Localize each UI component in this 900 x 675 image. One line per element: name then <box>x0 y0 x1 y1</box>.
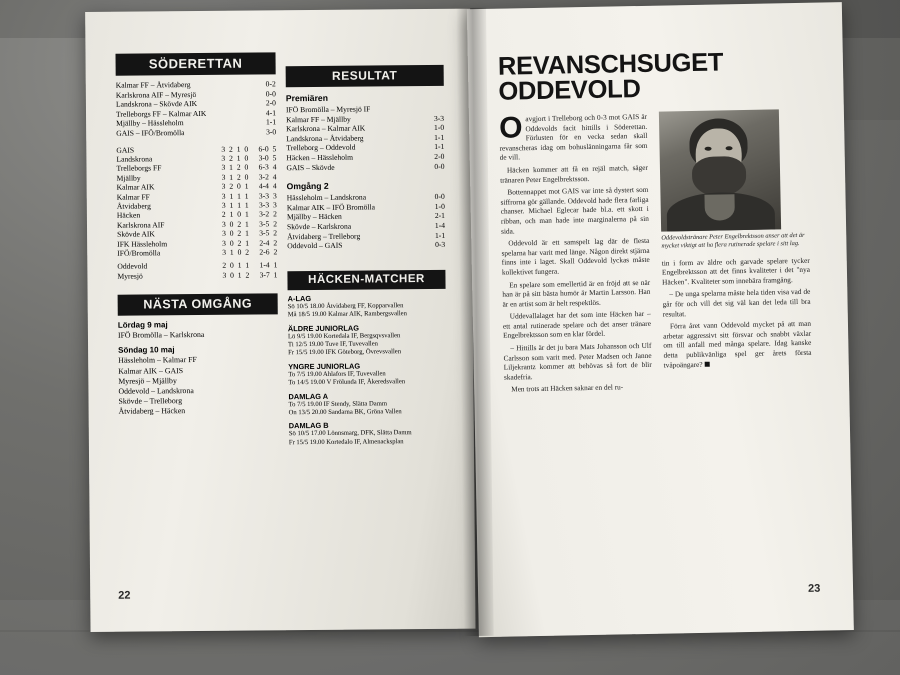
result-match: Trelleborg – Oddevold <box>286 143 356 153</box>
drawn: 1 <box>236 144 241 154</box>
team-name: Karlskrona AIF <box>116 220 165 230</box>
lost: 0 <box>244 162 249 172</box>
goals: 6-0 <box>258 143 269 154</box>
article-column-2 <box>662 255 812 369</box>
headline-line-1: REVANSCHSUGET <box>497 48 724 81</box>
result-match: Åtvidaberg – Trelleborg <box>287 231 361 241</box>
result-match: IFÖ Bromölla – Myresjö IF <box>285 104 371 115</box>
match-line: To 7/5 19.00 IF Stendy, Slätta Damm <box>288 399 387 408</box>
fixture: IFÖ Bromölla – Karlskrona <box>117 330 205 340</box>
hacken-matches-list <box>288 293 447 448</box>
drawn: 1 <box>236 153 241 163</box>
result-match: GAIS – IFÖ/Bromölla <box>116 128 185 138</box>
result-score: 1-1 <box>434 142 445 152</box>
won: 1 <box>229 200 234 210</box>
goals: 3-2 <box>259 209 270 219</box>
paragraph: tin i form av äldre och garvade spelare tycker Engelbrektsson att det finns kvaliteter i det "nya Häcken". Kvaliteter som innebära framgång. <box>661 255 811 287</box>
table-row <box>117 270 277 281</box>
drop-cap: O <box>498 111 523 145</box>
played: 3 <box>222 247 227 257</box>
paragraph: En spelare som emellertid är en fröjd att se när han är på sitt bästa humör är Martin Larsson. Han är en artist som är helt respektlös. <box>502 277 651 309</box>
photo-caption: Oddevoldstränare Peter Engelbrektsson anser att det är mycket viktigt att ha flera rutinerade spelare i sitt lag. <box>661 231 805 250</box>
match-line: Lö 9/5 19.00 Kortedala IF, Bergsqvsvallen <box>287 331 401 340</box>
photo-beard <box>692 156 747 197</box>
result-match: GAIS – Skövde <box>286 162 335 172</box>
lost: 1 <box>244 191 249 201</box>
team-name: Skövde AIK <box>117 229 155 239</box>
left-page <box>85 9 475 632</box>
team-name: Oddevold <box>117 261 148 272</box>
lost: 0 <box>244 172 249 182</box>
fixture: Åtvidaberg – Häcken <box>118 406 186 417</box>
result-row <box>116 127 276 138</box>
end-mark-icon <box>705 362 710 367</box>
won: 0 <box>229 261 234 271</box>
category-label: DAMLAG A <box>288 391 329 401</box>
played: 2 <box>221 210 226 220</box>
soderettan-header: SÖDERETTAN <box>115 52 275 75</box>
goals: 6-3 <box>258 162 269 172</box>
result-match: Skövde – Karlskrona <box>286 221 352 232</box>
match-line: Fr 15/5 19.00 Kortedalo IF, Almenacksplan <box>288 438 404 447</box>
match-line: On 13/5 20.00 Sandarna BK, Gröna Vallen <box>288 408 402 417</box>
points: 2 <box>273 209 277 219</box>
match-line: Sö 10/5 18.00 Åtvidaberg FF, Kopparvallen <box>287 301 404 310</box>
won: 2 <box>228 144 233 154</box>
result-match: Karlskrona AIF – Myresjö <box>115 89 197 100</box>
result-match: Kalmar FF – Mjällby <box>286 114 351 124</box>
fixture: Myresjö – Mjällby <box>118 376 177 386</box>
goals: 3-0 <box>258 153 269 163</box>
points: 2 <box>273 228 278 238</box>
points: 2 <box>273 247 278 257</box>
article-column-1 <box>499 112 652 398</box>
drawn: 1 <box>237 191 241 201</box>
drawn: 2 <box>237 219 242 229</box>
paragraph: – De unga spelarna måste hela tiden visa vad de går för och vill det sig väl kan det leda till bra resultat. <box>662 287 811 319</box>
points: 4 <box>272 162 277 172</box>
drawn: 1 <box>237 200 242 210</box>
match-line: Ti 12/5 19.00 Tuve IF, Tuvevallen <box>288 340 378 349</box>
result-row <box>286 161 444 172</box>
paragraph: Uddevallalaget har det som inte Häcken har – ett antal rutinerade spelare och det anser tränare Engelbrektsson som en klar fördel. <box>502 309 652 341</box>
drawn: 2 <box>236 172 241 182</box>
omgang2-results <box>287 192 445 251</box>
match-line: Sö 10/5 17.00 Lönnsmarg, DFK, Slätta Damm <box>288 429 412 438</box>
result-score: 0-0 <box>434 161 445 171</box>
lost: 0 <box>244 144 249 154</box>
result-match: Mjällby – Hässleholm <box>116 118 184 129</box>
hacken-matches-header: HÄCKEN-MATCHER <box>287 270 445 290</box>
played: 3 <box>221 172 226 182</box>
won: 0 <box>229 219 234 229</box>
goals: 3-7 <box>259 270 270 280</box>
played: 3 <box>221 200 226 210</box>
goals: 3-2 <box>258 172 269 182</box>
goals: 1-4 <box>259 260 270 270</box>
result-score: 1-1 <box>434 230 446 240</box>
drawn: 0 <box>237 210 242 220</box>
points: 2 <box>273 237 278 247</box>
won: 0 <box>229 228 234 238</box>
goals: 3-3 <box>258 190 270 201</box>
paragraph: Häcken kommer att få en rejäl match, säger tränaren Peter Engelbrektsson. <box>500 162 649 185</box>
result-score: 1-1 <box>434 132 445 142</box>
headline-line-2: ODDEVOLD <box>498 74 641 106</box>
result-score <box>438 104 444 114</box>
lost: 1 <box>244 200 249 210</box>
result-match: Hässleholm – Landskrona <box>286 192 367 203</box>
match-line: Må 18/5 19.00 Kalmar AIK, Rambergsvallen <box>287 310 407 319</box>
result-match: Kalmar FF – Åtvidaberg <box>115 80 191 90</box>
premiar-results <box>286 104 445 173</box>
goals: 4-4 <box>258 181 269 191</box>
won: 1 <box>229 172 234 182</box>
result-score: 3-3 <box>433 113 445 123</box>
result-score: 2-1 <box>434 211 445 221</box>
goals: 3-5 <box>259 228 270 238</box>
result-score: 1-0 <box>433 123 445 133</box>
lost: 1 <box>244 219 249 229</box>
lost: 1 <box>245 260 250 271</box>
won: 0 <box>230 270 234 280</box>
played: 3 <box>221 163 226 173</box>
drawn: 0 <box>237 247 242 257</box>
won: 1 <box>229 163 234 173</box>
team-name: IFK Hässleholm <box>117 238 168 249</box>
next-round-list <box>118 320 279 418</box>
lost: 1 <box>245 238 250 248</box>
page-number-left: 22 <box>118 589 131 602</box>
played: 3 <box>221 191 226 201</box>
drawn: 2 <box>236 163 241 173</box>
played: 2 <box>222 261 227 271</box>
result-match: Karlskrona – Kalmar AIK <box>286 123 366 134</box>
team-name: Trelleborgs FF <box>116 163 162 174</box>
lost: 0 <box>244 153 249 163</box>
category-label: ÄLDRE JUNIORLAG <box>287 323 359 333</box>
team-name: Kalmar AIK <box>116 182 155 192</box>
group-title: Omgång 2 <box>286 181 329 192</box>
goals: 2-4 <box>259 238 270 248</box>
fixture: Kalmar AIK – GAIS <box>118 365 184 376</box>
points: 4 <box>272 181 277 191</box>
team-name: Åtvidaberg <box>116 201 151 211</box>
won: 0 <box>229 238 234 248</box>
article-headline <box>498 49 817 105</box>
category-label: A-LAG <box>287 293 312 303</box>
team-name: Mjällby <box>116 173 141 183</box>
category-label: DAMLAG B <box>288 421 329 431</box>
fixture: Skövde – Trelleborg <box>118 396 183 406</box>
result-score: 1-4 <box>434 220 446 230</box>
drawn: 0 <box>236 181 241 191</box>
peter-engelbrektsson-photo <box>659 109 781 231</box>
played: 3 <box>221 219 226 229</box>
recent-results-list <box>116 79 276 138</box>
points: 5 <box>272 143 277 153</box>
points: 5 <box>272 153 277 163</box>
goals: 3-5 <box>259 219 270 229</box>
lost: 1 <box>244 181 249 191</box>
points: 2 <box>273 219 278 229</box>
result-score: 0-0 <box>434 192 445 202</box>
magazine-spread <box>84 3 852 662</box>
team-name: GAIS <box>116 145 135 155</box>
day-label: Söndag 10 maj <box>118 345 175 356</box>
won: 2 <box>229 153 233 163</box>
won: 1 <box>229 210 234 220</box>
fixture: Oddevold – Landskrona <box>118 386 194 396</box>
result-score: 1-1 <box>265 117 277 127</box>
drawn: 1 <box>237 261 242 271</box>
result-match: Kalmar AIK – IFÖ Bromölla <box>286 202 376 212</box>
played: 3 <box>221 181 226 191</box>
lost: 2 <box>245 247 250 257</box>
result-match: Landskrona – Skövde AIK <box>115 99 198 109</box>
paragraph <box>663 319 812 370</box>
result-score: 1-0 <box>434 201 445 211</box>
result-score: 2-0 <box>434 151 445 161</box>
points: 1 <box>273 270 278 280</box>
team-name: Häcken <box>116 210 141 221</box>
results-column <box>286 65 447 448</box>
goals: 3-3 <box>258 200 270 210</box>
standings-table <box>116 144 277 281</box>
page-number-right: 23 <box>807 582 821 595</box>
team-name: Landskrona <box>116 154 153 164</box>
result-match: Mjällby – Häcken <box>286 212 342 222</box>
team-name: IFÖ/Bromölla <box>117 248 161 258</box>
lost: 2 <box>245 270 250 280</box>
paragraph: – Hittills är det ju bara Mats Johansson och Ulf Carlsson som varit med. Peter Madsen och Janne Liljekrantz kommer att behövas så fort de blir skadefria. <box>503 340 652 382</box>
paragraph: Oddevold är ett samspelt lag där de flesta spelarna har varit med länge. Någon direkt stjärna finns inte i laget. Skall Oddevold lyckas måste kollektivet fungera. <box>501 235 650 277</box>
resultat-header: RESULTAT <box>286 65 444 87</box>
result-row <box>287 240 445 251</box>
points: 3 <box>272 200 277 210</box>
paragraph-text: Förra året vann Oddevold mycket på att man arbetar aggressivt sitt försvar och snabbt växlar om till anfall med många spelare. Idag kanske detta publikvänliga spel ger årets första tvåpoängare? <box>663 318 812 370</box>
won: 1 <box>229 191 234 201</box>
result-score: 4-1 <box>265 108 277 118</box>
result-score: 3-0 <box>266 127 277 137</box>
result-score: 2-0 <box>265 98 276 108</box>
drawn: 2 <box>237 238 242 248</box>
played: 3 <box>222 228 226 239</box>
won: 1 <box>229 247 234 257</box>
points: 4 <box>272 172 277 182</box>
group-title: Premiären <box>285 92 328 104</box>
paragraph: Bottennappet mot GAIS var inte så dystert som siffrorna gör gällande. Oddevold hade flera farliga chanser. Michael Eglecar hade bl.a. ett skott i ribban, och man hade inte marginalerna på sin sida. <box>500 185 649 236</box>
played: 3 <box>221 153 226 163</box>
points: 1 <box>273 260 278 270</box>
paragraph-text: avgjort i Trelleborg och 0-3 mot GAIS är Oddevolds facit hittills i Söderettan. Förlusten för en vecka sedan skall revanscheras idag om bohuslänningarna får som de vill. <box>499 111 648 163</box>
right-page <box>467 2 854 637</box>
fixture: Hässleholm – Kalmar FF <box>118 355 197 366</box>
match-line: Fr 15/5 19.00 IFK Göteborg, Övrevsvallen <box>288 348 402 357</box>
next-round-header: NÄSTA OMGÅNG <box>118 294 278 316</box>
paragraph <box>499 112 648 163</box>
match-line: To 14/5 19.00 V Frölunda IF, Åkeredsvallen <box>288 378 406 387</box>
paragraph: Men trots att Häcken saknar en del ru- <box>511 382 624 394</box>
article-right-column-wrap <box>659 109 812 395</box>
result-match: Landskrona – Åtvidaberg <box>286 133 364 144</box>
result-score: 0-2 <box>265 79 276 89</box>
result-score: 0-3 <box>435 239 446 250</box>
goals: 2-6 <box>259 247 270 257</box>
day-label: Lördag 9 maj <box>117 320 168 330</box>
category-label: YNGRE JUNIORLAG <box>288 361 361 371</box>
drawn: 1 <box>237 270 242 280</box>
points: 3 <box>272 190 277 200</box>
team-name: Myresjö <box>117 271 143 281</box>
played: 3 <box>222 238 226 248</box>
match-line: To 7/5 19.00 Ahlafors IF, Tuvevallen <box>288 370 386 378</box>
played: 3 <box>221 144 226 154</box>
played: 3 <box>222 270 227 280</box>
won: 2 <box>229 181 234 191</box>
result-score: 0-0 <box>265 88 276 99</box>
result-match: Trelleborgs FF – Kalmar AIK <box>115 108 207 119</box>
lost: 1 <box>244 209 249 220</box>
standings-column <box>115 52 278 417</box>
team-name: Kalmar FF <box>116 192 150 202</box>
lost: 1 <box>245 228 249 238</box>
result-match: Häcken – Hässleholm <box>286 152 354 163</box>
result-match: Oddevold – GAIS <box>287 240 343 251</box>
drawn: 2 <box>237 228 242 238</box>
